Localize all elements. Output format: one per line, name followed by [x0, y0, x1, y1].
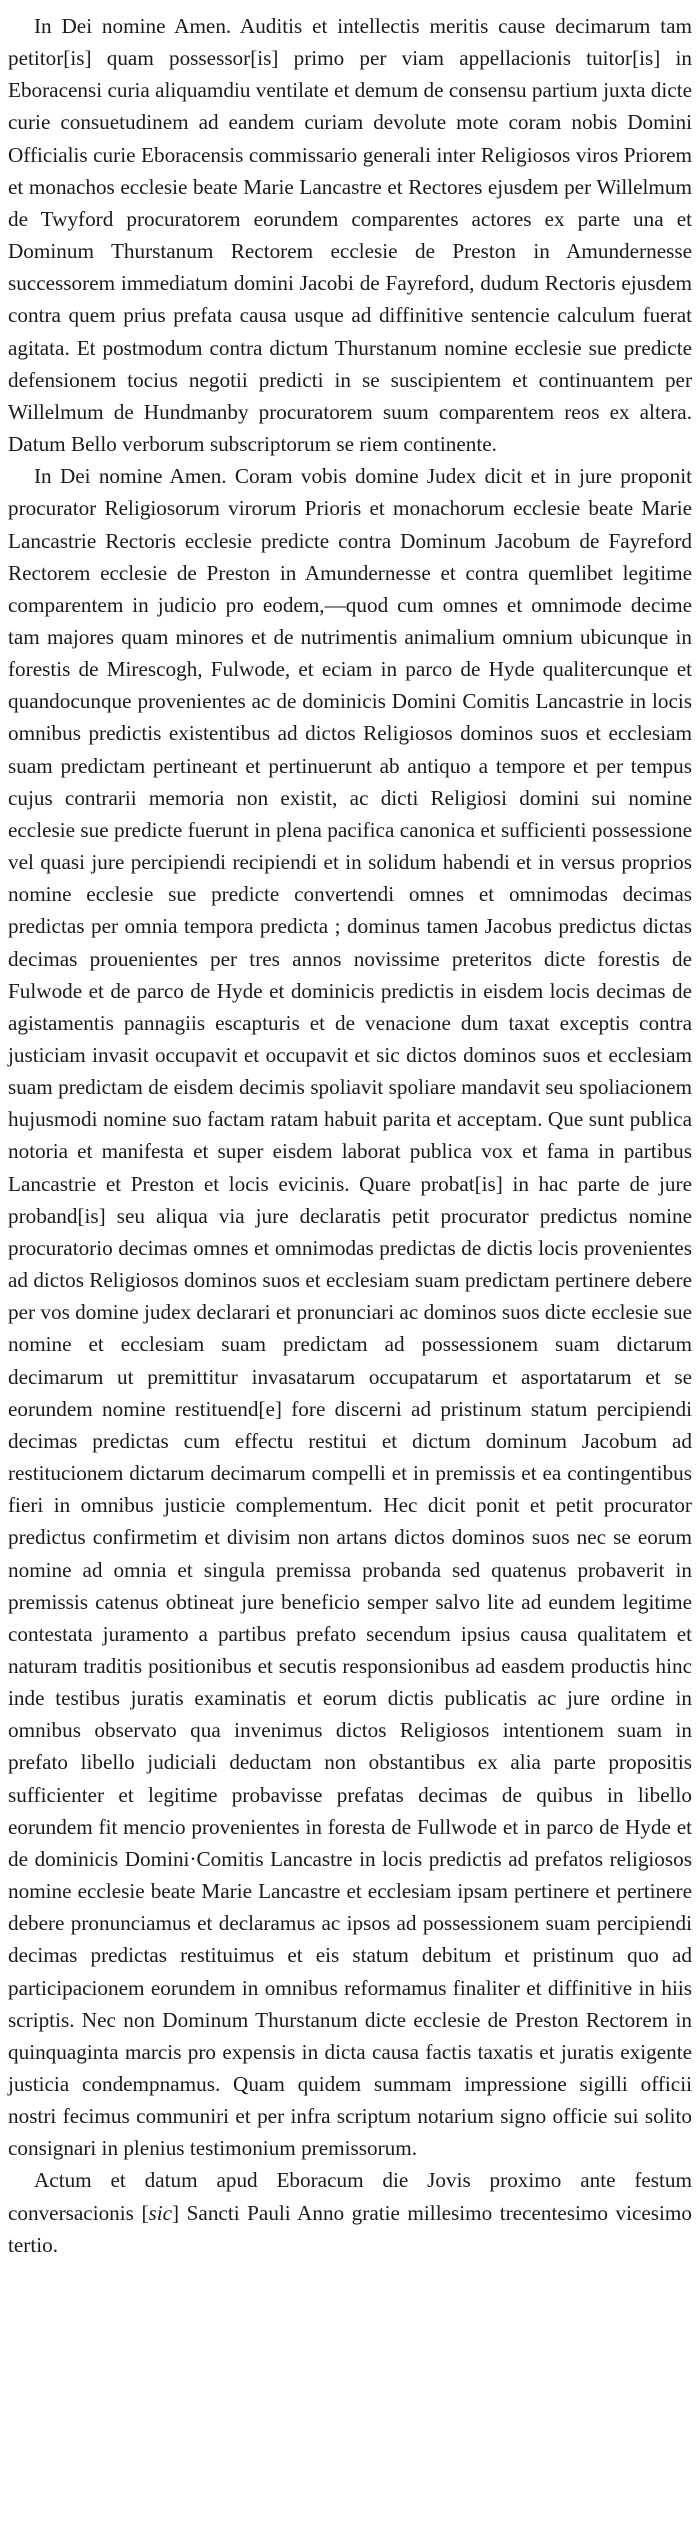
dating-text-before-sic: Actum et datum apud Eboracum die Jovis proximo ante festum conversacionis [	[8, 2168, 692, 2225]
sic-annotation: sic	[148, 2200, 173, 2225]
dating-text-after-sic: ] Sancti Pauli Anno gratie millesimo trecentesimo vicesimo tertio.	[8, 2200, 692, 2257]
paragraph-libel-and-sentence: In Dei nomine Amen. Coram vobis domine Judex dicit et in jure proponit procurator Religiosorum virorum Prioris et monachorum ecclesie beate Marie Lancastrie Rectoris ecclesie predicte contra Dominum Jacobum de Fayreford Rectorem ecclesie de Preston in Amundernesse et contra quemlibet legitime comparentem in judicio pro eodem,—quod cum omnes et omnimode decime tam majores quam minores et de nutrimentis animalium omnium ubicunque in forestis de Mirescogh, Fulwode, et eciam in parco de Hyde qualitercunque et quandocunque provenientes ac de dominicis Domini Comitis Lancastrie in locis omnibus predictis existentibus ad dictos Religiosos dominos suos et ecclesiam suam predictam pertineant et pertinuerunt ab antiquo a tempore et per tempus cujus contrarii memoria non existit, ac dicti Religiosi domini sui nomine ecclesie sue predicte fuerunt in plena pacifica canonica et sufficienti possessione vel quasi jure percipiendi recipiendi et in solidum habendi et in versus proprios nomine ecclesie sue predicte convertendi omnes et omnimodas decimas predictas per omnia tempora predicta ; dominus tamen Jacobus predictus dictas decimas prouenientes per tres annos novissime preteritos dicte forestis de Fulwode et de parco de Hyde et dominicis predictis in eisdem locis decimas de agistamentis pannagiis escapturis et de venacione dum taxat exceptis contra justiciam invasit occupavit et occupavit et sic dictos dominos suos et ecclesiam suam predictam de eisdem decimis spoliavit spoliare mandavit seu spoliacionem hujusmodi nomine suo factam ratam habuit parita et acceptam. Que sunt publica notoria et manifesta et super eisdem laborat publica vox et fama in partibus Lancastrie et Preston et locis evicinis. Quare probat[is] in hac parte de jure proband[is] seu aliqua via jure declaratis petit procurator predictus nomine procuratorio decimas omnes et omnimodas predictas de dictis locis provenientes ad dictos Religiosos dominos suos et ecclesiam suam predictam pertinere debere per vos domine judex declarari et pronunciari ac dominos suos dicte ecclesie sue nomine et ecclesiam suam predictam ad possessionem suam dictarum decimarum ut premittitur invasatarum occupatarum et asportatarum et se eorundem nomine restituend[e] fore discerni ad pristinum statum percipiendi decimas predictas cum effectu restitui et dictum dominum Jacobum ad restitucionem dictarum decimarum compelli et in premissis et ea contingentibus fieri in omnibus justicie complementum. Hec dicit ponit et petit procurator predictus confirmetim et divisim non artans dictos dominos suos nec se eorum nomine ad omnia et singula premissa probanda sed quatenus probaverit in premissis catenus obtineat jure beneficio semper salvo lite ad eundem legitime contestata juramento a partibus prefato secendum ipsius causa qualitatem et naturam traditis positionibus et secutis responsionibus ad easdem productis hinc inde testibus juratis examinatis et eorum dictis publicatis ac jure ordine in omnibus observato qua invenimus dictos Religiosos intentionem suam in prefato libello judiciali deductam non obstantibus ex alia parte propositis sufficienter et legitime probavisse prefatas decimas de quibus in libello eorundem fit mencio provenientes in foresta de Fullwode et in parco de Hyde et de dominicis Domini·Comitis Lancastre in locis predictis ad prefatos religiosos nomine ecclesie beate Marie Lancastre et ecclesiam ipsam pertinere et pertinere debere pronunciamus et declaramus ac ipsos ad possessionem suam percipiendi decimas predictas restituimus et eis statum debitum et pristinum quo ad participacionem eorundem in omnibus reformamus finaliter et diffinitive in hiis scriptis. Nec non Dominum Thurstanum dicte ecclesie de Preston Rectorem in quinquaginta marcis pro expensis in dicta causa factis taxatis et juratis exigente justicia condempnamus. Quam quidem summam impressione sigilli officii nostri fecimus communiri et per infra scriptum notarium signo officie sui solito consignari in plenius testimonium premissorum.	[8, 464, 692, 2161]
paragraph-opening-judgment: In Dei nomine Amen. Auditis et intellectis meritis cause decimarum tam petitor[is] quam possessor[is] primo per viam appellacionis tuitor[is] in Eboracensi curia aliquamdiu ventilate et demum de consensu partium juxta dicte curie consuetudinem ad eandem curiam devolute mote coram nobis Domini Officialis curie Eboracensis commissario generali inter Religiosos viros Priorem et monachos ecclesie beate Marie Lancastre et Rectores ejusdem per Willelmum de Twyford procuratorem eorundem comparentes actores ex parte una et Dominum Thurstanum Rectorem ecclesie de Preston in Amundernesse successorem immediatum domini Jacobi de Fayreford, dudum Rectoris ejusdem contra quem prius prefata causa usque ad diffinitive sentencie calculum fuerat agitata. Et postmodum contra dictum Thurstanum nomine ecclesie sue predicte defensionem tocius negotii predicti in se suscipientem et continuantem per Willelmum de Hundmanby procuratorem suum comparentem reos ex altera. Datum Bello verborum subscriptorum se riem continente.	[8, 14, 692, 457]
paragraph-dating-clause	[8, 2164, 692, 2260]
